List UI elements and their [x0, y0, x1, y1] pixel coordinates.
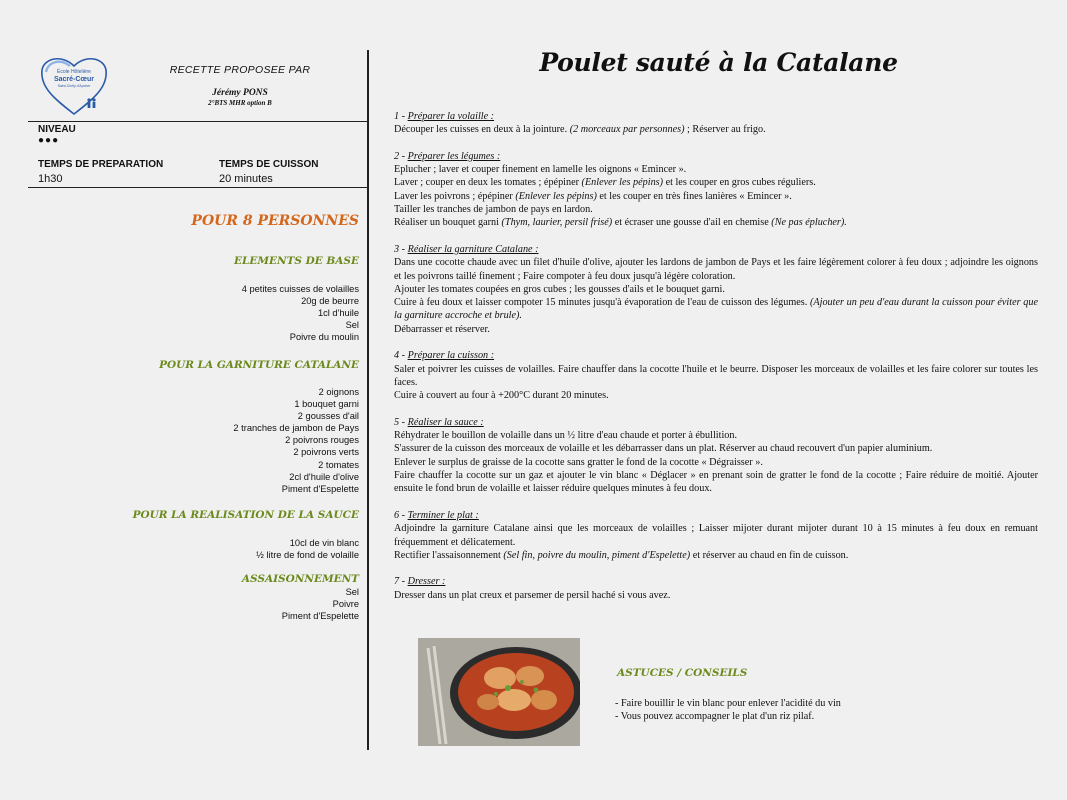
step-title: 7 - Dresser :	[394, 576, 446, 588]
tips-list	[615, 697, 841, 724]
header-divider	[28, 121, 368, 122]
step-line: S'assurer de la cuisson des morceaux de volaille et les débarrasser dans un plat. Réserver au chaud recouvert d'un papier aluminium.	[394, 443, 933, 455]
step-title: 5 - Réaliser la sauce :	[394, 416, 484, 428]
recipe-title: Poulet sauté à la Catalane	[539, 48, 898, 77]
logo-text-1: École Hôtelière	[57, 69, 91, 75]
step-line: Tailler les tranches de jambon de pays en lardon.	[394, 204, 593, 216]
step-line: Débarrasser et réserver.	[394, 323, 490, 335]
recipe-step	[394, 416, 1038, 496]
difficulty-label: NIVEAU	[38, 124, 76, 135]
difficulty-dots: ●●●	[38, 135, 60, 146]
step-title: 1 - Préparer la volaille :	[394, 111, 495, 122]
list-item: 2cl d'huile d'olive	[289, 471, 359, 482]
step-line: Rectifier l'assaisonnement (Sel fin, poivre du moulin, piment d'Espelette) et réserver au chaud en fin de cuisson.	[394, 549, 849, 561]
step-line: Réhydrater le bouillon de volaille dans un ½ litre d'eau chaude et porter à ébullition.	[394, 430, 738, 442]
garnish-ingredients-list	[233, 386, 359, 495]
recipe-step	[394, 349, 1038, 402]
sauce-heading: POUR LA REALISATION DE LA SAUCE	[132, 509, 359, 521]
recipe-step	[394, 150, 1038, 230]
list-item: Piment d'Espelette	[281, 611, 359, 622]
list-item: 2 oignons	[318, 387, 359, 397]
prep-time-value: 1h30	[38, 173, 63, 185]
step-title: 6 - Terminer le plat :	[394, 509, 479, 521]
column-divider	[367, 50, 369, 750]
step-title: 2 - Préparer les légumes :	[394, 150, 501, 162]
recipe-step	[394, 110, 1038, 137]
list-item: 2 tomates	[318, 459, 359, 470]
list-item: Piment d'Espelette	[281, 483, 359, 494]
list-item: 10cl de vin blanc	[289, 538, 359, 548]
cook-time-label: TEMPS DE CUISSON	[219, 159, 319, 170]
step-line: Laver les poivrons ; épépiner (Enlever les pépins) et les couper en très fines lanières « Emincer ».	[394, 190, 792, 202]
author-name: Jérémy PONS	[212, 88, 268, 98]
recipe-proposed-by-label: RECETTE PROPOSEE PAR	[169, 64, 311, 76]
step-title: 3 - Réaliser la garniture Catalane :	[394, 243, 539, 255]
step-line: Réaliser un bouquet garni (Thym, laurier, persil frisé) et écraser une gousse d'ail en chemise (Ne pas éplucher).	[394, 217, 847, 229]
list-item: 1 bouquet garni	[294, 399, 359, 410]
base-ingredients-heading: ELEMENTS DE BASE	[233, 255, 359, 267]
list-item: - Vous pouvez accompagner le plat d'un riz pilaf.	[615, 711, 815, 723]
step-line: Laver ; couper en deux les tomates ; épépiner (Enlever les pépins) et les couper en gros cubes réguliers.	[394, 177, 816, 189]
garnish-heading: POUR LA GARNITURE CATALANE	[159, 359, 359, 371]
recipe-steps	[394, 110, 1038, 615]
list-item: 2 tranches de jambon de Pays	[233, 423, 359, 434]
info-divider	[28, 187, 368, 188]
step-line: Cuire à feu doux et laisser compoter 15 minutes jusqu'à évaporation de l'eau de cuisson des légumes. (Ajouter un peu d'eau durant la cuisson pour éviter que la garniture accroche et brule).	[394, 297, 1038, 322]
list-item: 4 petites cuisses de volailles	[241, 284, 359, 294]
seasoning-heading: ASSAISONNEMENT	[241, 573, 359, 585]
list-item: Sel	[345, 320, 359, 331]
list-item: Sel	[345, 587, 359, 597]
list-item: 1cl d'huile	[317, 308, 359, 319]
list-item: Poivre	[332, 599, 359, 610]
tips-heading: ASTUCES / CONSEILS	[617, 667, 748, 679]
list-item: ½ litre de fond de volaille	[256, 550, 359, 561]
step-line: Adjoindre la garniture Catalane ainsi que les morceaux de volailles ; Laisser mijoter durant mijoter durant 10 à 15 minutes à feu doux en remuant fréquemment et délicatement.	[394, 523, 1038, 548]
list-item: - Faire bouillir le vin blanc pour enlever l'acidité du vin	[615, 698, 841, 709]
dish-photo	[418, 638, 580, 746]
cook-time-value: 20 minutes	[219, 173, 273, 185]
step-line: Découper les cuisses en deux à la jointure. (2 morceaux par personnes) ; Réserver au frigo.	[394, 124, 766, 136]
step-title: 4 - Préparer la cuisson :	[394, 350, 495, 362]
author-class: 2°BTS MHR option B	[208, 99, 272, 107]
base-ingredients-list	[242, 283, 359, 343]
step-line: Enlever le surplus de graisse de la cocotte sans gratter le fond de la cocotte « Dégraisser ».	[394, 456, 763, 468]
seasoning-ingredients-list	[282, 586, 359, 622]
list-item: Poivre du moulin	[289, 332, 359, 343]
step-line: Saler et poivrer les cuisses de volailles. Faire chauffer dans la cocotte l'huile et le beurre. Disposer les morceaux de volailles et les faire colorer sur toutes les faces.	[394, 363, 1038, 388]
step-line: Eplucher ; laver et couper finement en lamelle les oignons « Emincer ».	[394, 164, 687, 176]
step-line: Faire chauffer la cocotte sur un gaz et ajouter le vin blanc « Déglacer » en prenant soin de gratter le fond de la cocotte ; Faire réduire de moitié. Ajouter ensuite le fond brun de volaille et laisser réduire quelques minutes à feu doux.	[394, 470, 1038, 495]
logo-text-3: Saint-Chély d'Apcher	[57, 84, 91, 88]
recipe-step	[394, 243, 1038, 336]
recipe-step	[394, 509, 1038, 562]
recipe-step	[394, 575, 1038, 602]
list-item: 2 poivrons rouges	[285, 435, 359, 446]
sauce-ingredients-list	[256, 537, 359, 561]
step-line: Cuire à couvert au four à +200°C durant 20 minutes.	[394, 390, 609, 402]
list-item: 2 gousses d'ail	[297, 411, 359, 422]
list-item: 20g de beurre	[301, 296, 359, 307]
school-logo	[38, 52, 110, 118]
list-item: 2 poivrons verts	[293, 447, 359, 458]
servings-heading: POUR 8 PERSONNES	[191, 213, 359, 229]
logo-text-2: Sacré-Cœur	[53, 76, 95, 83]
prep-time-label: TEMPS DE PREPARATION	[38, 159, 164, 170]
step-line: Ajouter les tomates coupées en gros cubes ; les gousses d'ails et le bouquet garni.	[394, 283, 725, 295]
step-line: Dans une cocotte chaude avec un filet d'huile d'olive, ajouter les lardons de jambon de Pays et les faire légèrement colorer à feu doux ; adjoindre les oignons et les poivrons taillé finement ; Faire compoter à feu doux jusqu'à légère coloration.	[394, 257, 1038, 282]
step-line: Dresser dans un plat creux et parsemer de persil haché si vous avez.	[394, 589, 671, 601]
